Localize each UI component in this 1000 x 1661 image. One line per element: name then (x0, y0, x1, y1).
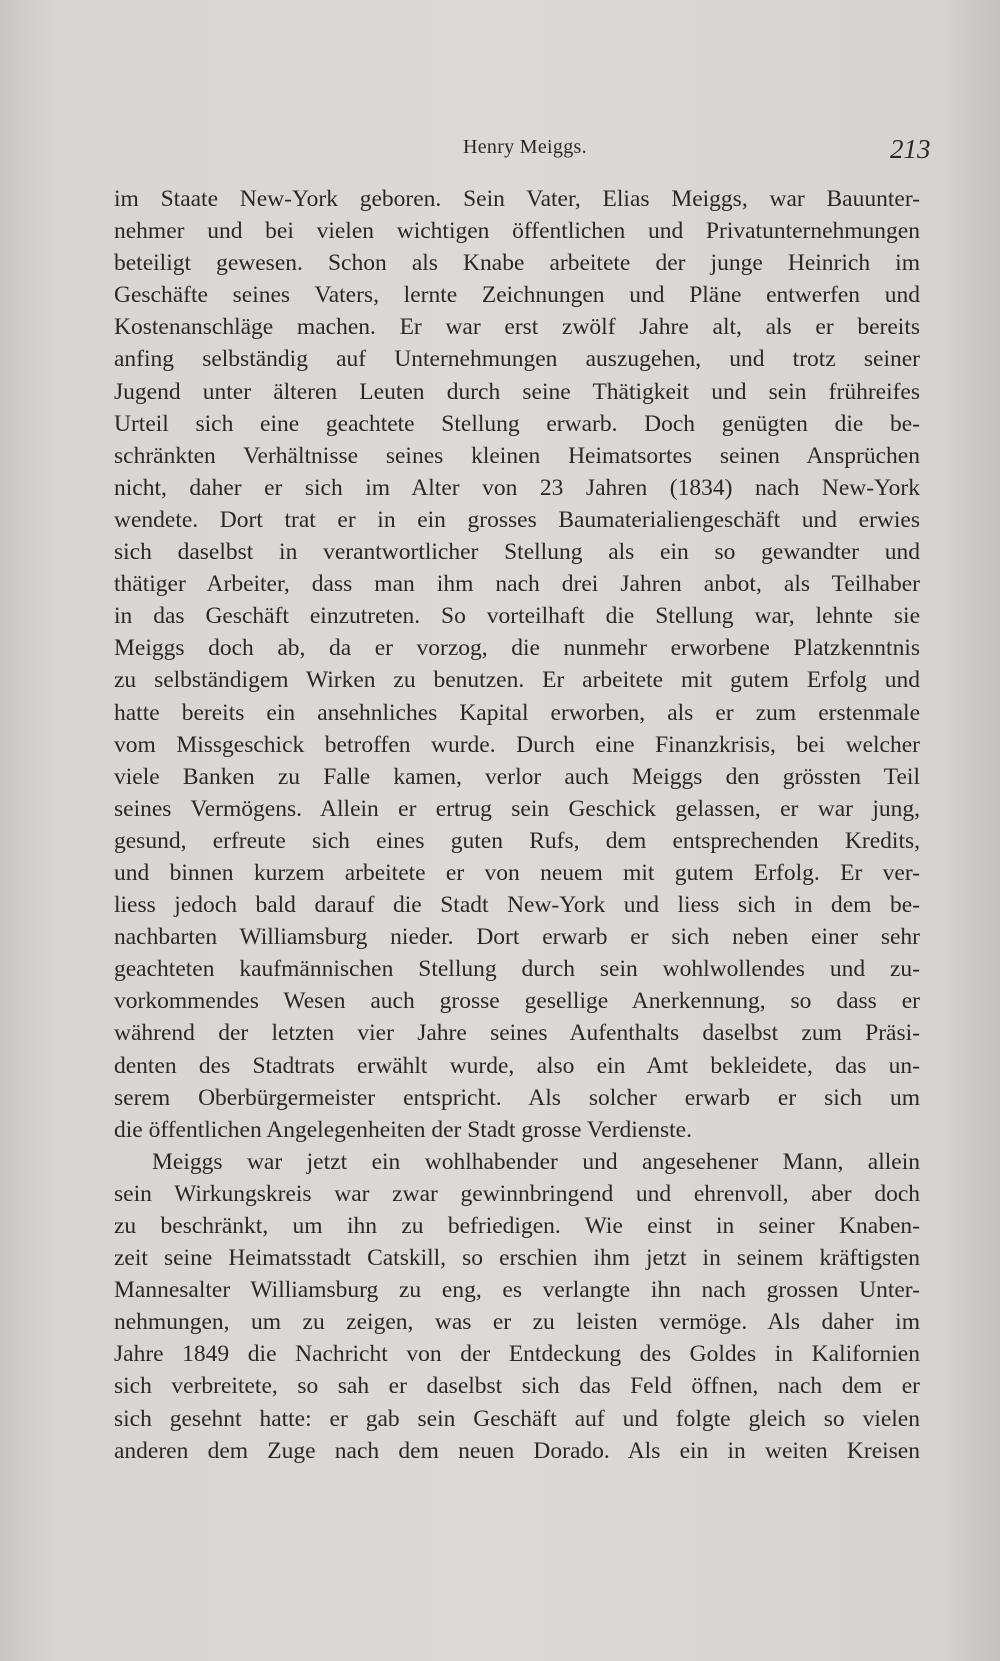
text-line: nicht, daher er sich im Alter von 23 Jahren (1834) nach New-York (114, 474, 920, 501)
text-line: sich gesehnt hatte: er gab sein Geschäft auf und folgte gleich so vielen (114, 1405, 920, 1432)
text-line: beteiligt gewesen. Schon als Knabe arbeitete der junge Heinrich im (114, 250, 920, 277)
text-line: Urteil sich eine geachtete Stellung erwarb. Doch genügten die be- (114, 410, 920, 437)
text-line: vom Missgeschick betroffen wurde. Durch eine Finanzkrisis, bei welcher (114, 731, 920, 758)
text-line: liess jedoch bald darauf die Stadt New-York und liess sich in dem be- (114, 892, 920, 919)
text-line: im Staate New-York geboren. Sein Vater, Elias Meiggs, war Bauunter- (114, 186, 920, 212)
text-line: nachbarten Williamsburg nieder. Dort erwarb er sich neben einer sehr (114, 924, 920, 951)
text-line: gesund, erfreute sich eines guten Rufs, dem entsprechenden Kredits, (114, 827, 920, 854)
text-line: serem Oberbürgermeister entspricht. Als solcher erwarb er sich um (114, 1084, 920, 1111)
running-title: Henry Meiggs. (463, 136, 587, 158)
text-line: Mannesalter Williamsburg zu eng, es verlangte ihn nach grossen Unter- (114, 1277, 920, 1304)
text-line: anderen dem Zuge nach dem neuen Dorado. Als ein in weiten Kreisen (114, 1437, 920, 1464)
text-line: sich verbreitete, so sah er daselbst sich das Feld öffnen, nach dem er (114, 1373, 920, 1400)
text-line: Kostenanschläge machen. Er war erst zwölf Jahre alt, als er bereits (114, 314, 920, 341)
text-line: Jugend unter älteren Leuten durch seine Thätigkeit und sein frühreifes (114, 378, 920, 405)
paragraph-first-line: Meiggs war jetzt ein wohlhabender und angesehener Mann, allein (152, 1148, 920, 1175)
text-line: anfing selbständig auf Unternehmungen auszugehen, und trotz seiner (114, 346, 920, 373)
text-line: nehmer und bei vielen wichtigen öffentlichen und Privatunternehmungen (114, 218, 920, 245)
page-number: 213 (890, 134, 931, 164)
text-line: in das Geschäft einzutreten. So vorteilhaft die Stellung war, lehnte sie (114, 603, 920, 630)
text-line: sich daselbst in verantwortlicher Stellung als ein so gewandter und (114, 539, 920, 566)
text-line: wendete. Dort trat er in ein grosses Baumaterialiengeschäft und erwies (114, 506, 920, 533)
text-line: Geschäfte seines Vaters, lernte Zeichnungen und Pläne entwerfen und (114, 282, 920, 309)
text-line: sein Wirkungskreis war zwar gewinnbringend und ehrenvoll, aber doch (114, 1180, 920, 1207)
text-line: viele Banken zu Falle kamen, verlor auch Meiggs den grössten Teil (114, 763, 920, 790)
page-header (0, 134, 1000, 174)
text-line: Jahre 1849 die Nachricht von der Entdeckung des Goldes in Kalifornien (114, 1341, 920, 1368)
text-line: zeit seine Heimatsstadt Catskill, so erschien ihm jetzt in seinem kräftigsten (114, 1245, 920, 1272)
text-line: seines Vermögens. Allein er ertrug sein Geschick gelassen, er war jung, (114, 795, 920, 822)
text-line: zu beschränkt, um ihn zu befriedigen. Wie einst in seiner Knaben- (114, 1213, 920, 1239)
text-line: vorkommendes Wesen auch grosse gesellige Anerkennung, so dass er (114, 988, 920, 1015)
text-line: und binnen kurzem arbeitete er von neuem mit gutem Erfolg. Er ver- (114, 859, 920, 886)
text-line: Meiggs doch ab, da er vorzog, die nunmehr erworbene Platzkenntnis (114, 635, 920, 662)
text-line: thätiger Arbeiter, dass man ihm nach drei Jahren anbot, als Teilhaber (114, 571, 920, 598)
text-line: geachteten kaufmännischen Stellung durch sein wohlwollendes und zu- (114, 956, 920, 983)
text-line: während der letzten vier Jahre seines Aufenthalts daselbst zum Präsi- (114, 1020, 920, 1047)
text-line: zu selbständigem Wirken zu benutzen. Er arbeitete mit gutem Erfolg und (114, 667, 920, 694)
text-line: schränkten Verhältnisse seines kleinen Heimatsortes seinen Ansprüchen (114, 442, 920, 469)
text-line: nehmungen, um zu zeigen, was er zu leisten vermöge. Als daher im (114, 1309, 920, 1336)
body-text (114, 183, 920, 1467)
text-line: denten des Stadtrats erwählt wurde, also ein Amt bekleidete, das un- (114, 1052, 920, 1079)
text-line: hatte bereits ein ansehnliches Kapital erworben, als er zum erstenmale (114, 699, 920, 726)
paragraph-last-line: die öffentlichen Angelegenheiten der Stadt grosse Verdienste. (114, 1116, 692, 1143)
